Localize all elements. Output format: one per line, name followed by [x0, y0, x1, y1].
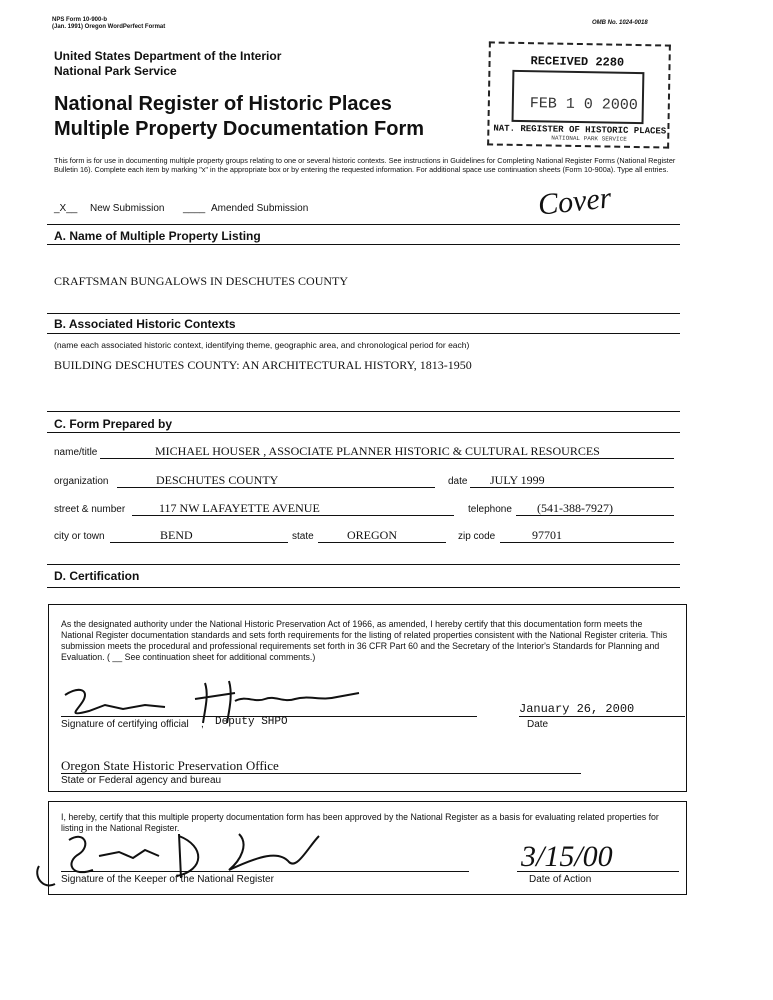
date-prepared-label: date — [448, 476, 468, 487]
stamp-agency: NAT. REGISTER OF HISTORIC PLACES — [493, 123, 667, 137]
new-submission-mark[interactable]: _X__ — [54, 203, 78, 214]
handwritten-cover-annotation: Cover — [536, 181, 613, 222]
historic-context: BUILDING DESCHUTES COUNTY: AN ARCHITECTURAL HISTORY, 1813-1950 — [54, 358, 472, 372]
street-value[interactable]: 117 NW LAFAYETTE AVENUE — [159, 501, 320, 515]
city-label: city or town — [54, 531, 105, 542]
certification-date-value[interactable]: January 26, 2000 — [519, 702, 635, 716]
omb-number: OMB No. 1024-0018 — [592, 20, 648, 26]
street-label: street & number — [54, 504, 126, 515]
keeper-signature-label: Signature of the Keeper of the National Register — [61, 874, 274, 885]
department: United States Department of the Interior — [54, 49, 282, 63]
page-title-line1: National Register of Historic Places — [54, 93, 392, 115]
form-date: (Jan. 1991) Oregon WordPerfect Format — [52, 24, 166, 30]
received-stamp — [487, 41, 671, 148]
section-b-heading: B. Associated Historic Contexts — [54, 317, 236, 331]
certification-text: As the designated authority under the National Historic Preservation Act of 1966, as amended, I hereby certify that this documentation form meets the National Register documentation standards and sets forth requirements for the listing of related properties consistent with the National Register criteria. This submission meets the procedural and professional requirements set forth in 36 CFR Part 60 and the Secretary of the Interior's Standards for Planning and Evaluation. ( __ See continuation sheet for additional comments.) — [61, 619, 668, 662]
city-value[interactable]: BEND — [160, 528, 193, 542]
agency-label: State or Federal agency and bureau — [61, 775, 222, 786]
multiple-property-name: CRAFTSMAN BUNGALOWS IN DESCHUTES COUNTY — [54, 274, 349, 288]
state-label: state — [292, 531, 314, 542]
state-value[interactable]: OREGON — [347, 528, 397, 542]
divider — [47, 564, 680, 565]
divider — [47, 333, 680, 334]
signature-comma: , — [201, 719, 204, 730]
agency-value[interactable]: Oregon State Historic Preservation Office — [61, 758, 279, 773]
telephone-value[interactable]: (541-388-7927) — [537, 501, 613, 515]
zip-line — [500, 542, 674, 543]
section-a-heading: A. Name of Multiple Property Listing — [54, 229, 261, 243]
divider — [47, 411, 680, 412]
approval-text: I, hereby, certify that this multiple property documentation form has been approved by the National Register as a basis for evaluating related properties for listing in the National Register. — [61, 812, 659, 833]
new-submission-label: New Submission — [90, 203, 165, 214]
city-line — [110, 542, 288, 543]
section-b-hint: (name each associated historic context, identifying theme, geographic area, and chronological period for each) — [54, 340, 470, 350]
name-title-label: name/title — [54, 447, 98, 458]
stamp-received: RECEIVED 2280 — [530, 54, 625, 70]
certification-date-line — [519, 716, 685, 717]
certification-box — [48, 604, 687, 792]
amended-submission-mark[interactable]: ____ — [183, 203, 206, 214]
name-title-value[interactable]: MICHAEL HOUSER , ASSOCIATE PLANNER HISTORIC & CULTURAL RESOURCES — [155, 444, 600, 458]
stamp-date: FEB 1 0 2000 — [529, 95, 639, 115]
signature-label: Signature of certifying official — [61, 719, 189, 730]
stamp-agency-line2: NATIONAL PARK SERVICE — [551, 134, 627, 143]
telephone-label: telephone — [468, 504, 512, 515]
service: National Park Service — [54, 64, 177, 78]
agency-line — [61, 773, 581, 774]
divider — [47, 313, 680, 314]
action-date-line — [517, 871, 679, 872]
approval-box — [48, 801, 687, 895]
organization-label: organization — [54, 476, 109, 487]
section-d-heading: D. Certification — [54, 569, 140, 583]
section-c-heading: C. Form Prepared by — [54, 417, 173, 431]
action-date-label: Date of Action — [529, 874, 592, 885]
date-prepared-value[interactable]: JULY 1999 — [490, 473, 545, 487]
divider — [47, 432, 680, 433]
form-number: NPS Form 10-900-b — [52, 17, 108, 23]
zip-value[interactable]: 97701 — [532, 528, 562, 542]
zip-label: zip code — [458, 531, 496, 542]
signer-title: Deputy SHPO — [215, 716, 288, 728]
keeper-signature-line — [61, 871, 469, 872]
divider — [47, 244, 680, 245]
divider — [47, 224, 680, 225]
organization-value[interactable]: DESCHUTES COUNTY — [156, 473, 279, 487]
page-title-line2: Multiple Property Documentation Form — [54, 118, 425, 140]
divider — [47, 587, 680, 588]
action-date-value[interactable]: 3/15/00 — [521, 840, 613, 873]
amended-submission-label: Amended Submission — [211, 203, 309, 214]
instructions: This form is for use in documenting multiple property groups relating to one or several historic contexts. See instructions in Guidelines for Completing National Register Forms (National Register Bulletin 16). Complete each item by marking "x" in the appropriate box or by entering the requested information. For additional space use continuation sheets (Form 10-900a). Type all entries. — [54, 156, 676, 174]
certification-date-label: Date — [527, 719, 549, 730]
